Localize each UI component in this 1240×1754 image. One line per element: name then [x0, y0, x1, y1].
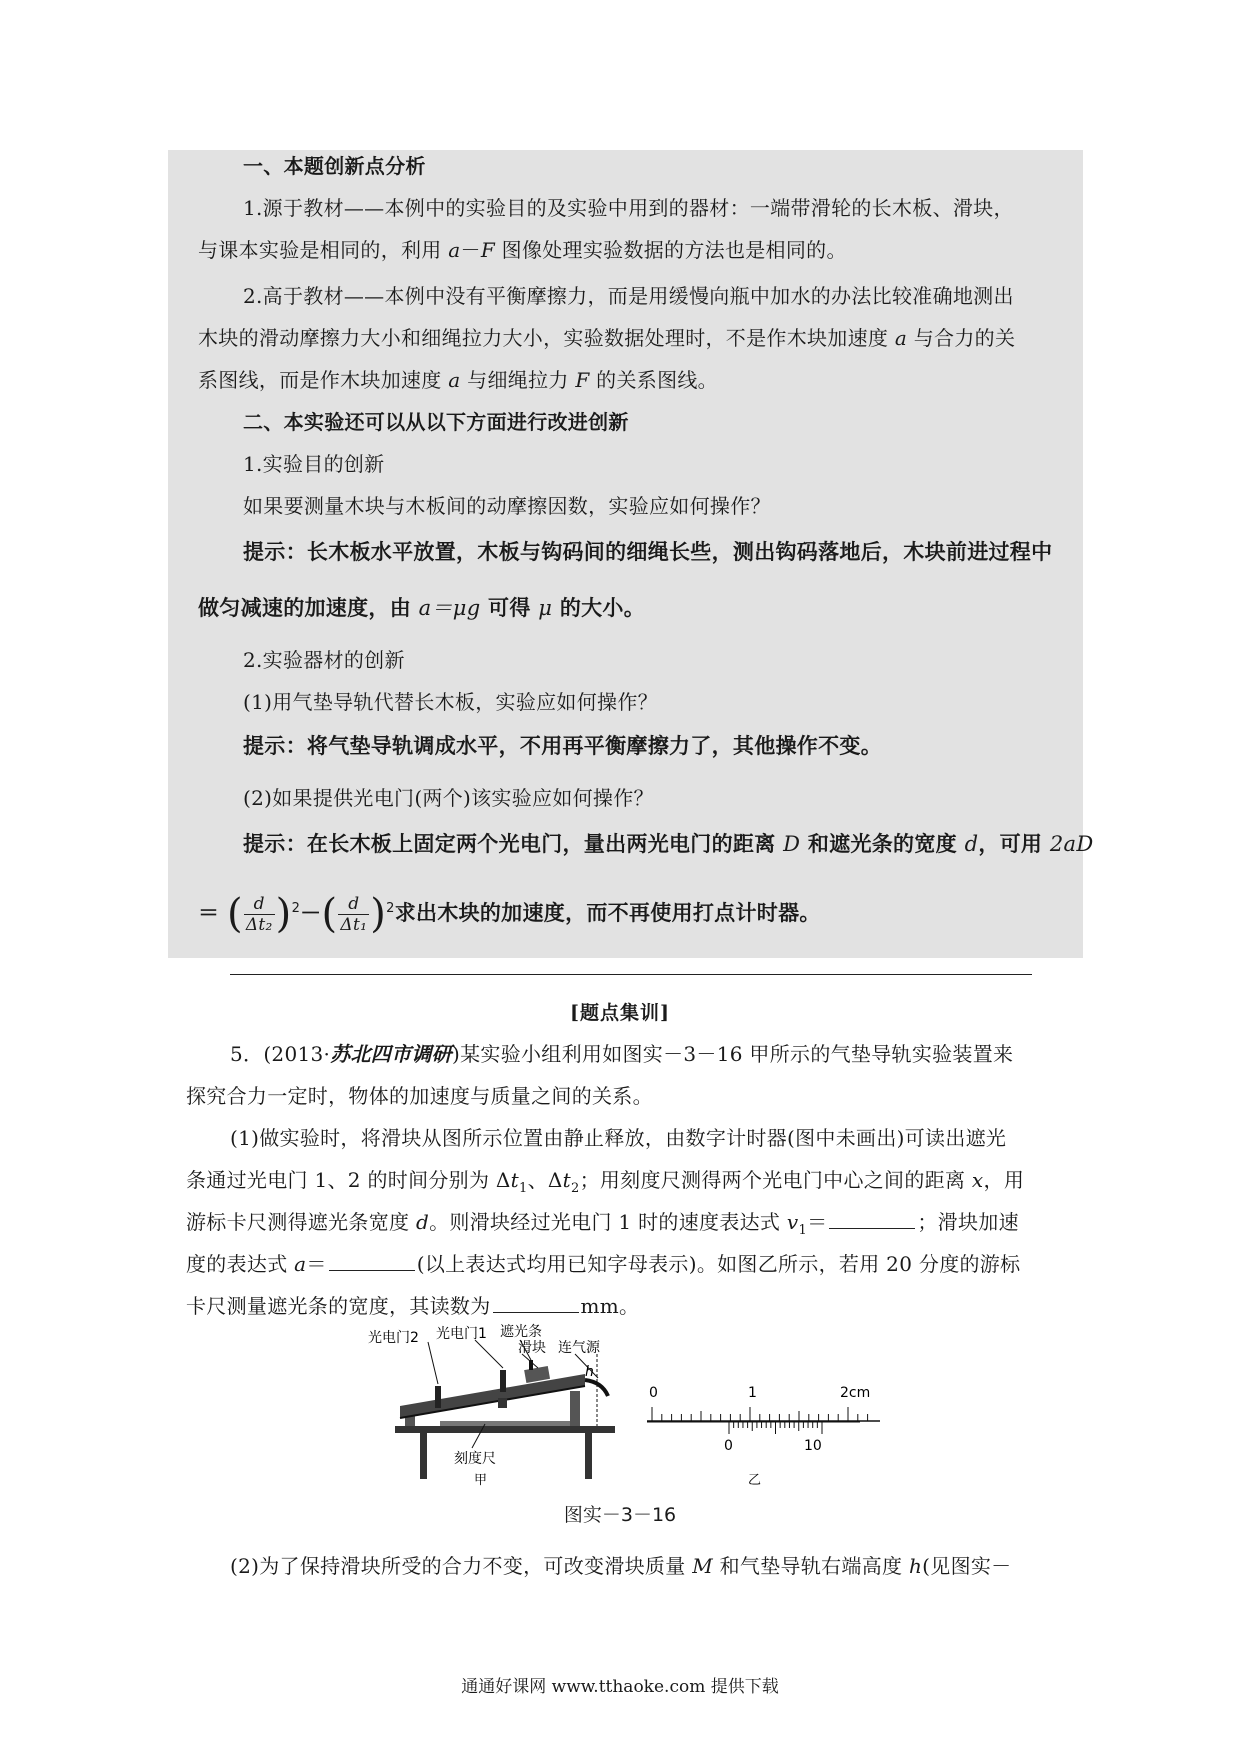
paragraph-1-line-1: 1.源于教材——本例中的实验目的及实验中用到的器材：一端带滑轮的长木板、滑块，	[243, 196, 1014, 220]
hint-3-formula-line: ＝ ( $\frac{d}{\text{Δt₂}}$ )$^2$－( $\frac{d}{\text{Δt₁}}$ )$^2$求出木块的加速度，而不再使用打点计时器。	[198, 891, 821, 937]
label-gate2: 光电门2	[368, 1330, 419, 1346]
problem-line-5: 游标卡尺测得遮光条宽度 d。则滑块经过光电门 1 时的速度表达式 $v_1=$ ；滑块加速	[186, 1210, 1019, 1238]
fraction-d-dt1: $\frac{d}{\text{Δt₁}}$	[340, 893, 368, 935]
vernier-label-0: 0	[724, 1438, 733, 1454]
question-1: 如果要测量木块与木板间的动摩擦因数，实验应如何操作？	[243, 494, 771, 518]
table-leg-left	[420, 1433, 427, 1479]
subheading-purpose: 1.实验目的创新	[243, 452, 385, 476]
pointer-gate2	[428, 1342, 438, 1384]
hint-1-line-2: 做匀减速的加速度，由 a＝μg 可得 μ 的大小。	[198, 596, 646, 620]
answer-blank-reading[interactable]	[493, 1294, 579, 1313]
hint-2: 提示：将气垫导轨调成水平，不用再平衡摩擦力了，其他操作不变。	[243, 734, 882, 758]
table-leg-right	[585, 1433, 592, 1479]
label-yi: 乙	[748, 1473, 762, 1488]
heading-innovation-analysis: 一、本题创新点分析	[243, 154, 426, 178]
heading-improvement: 二、本实验还可以从以下方面进行改进创新	[243, 410, 629, 434]
table-top	[395, 1426, 615, 1433]
paragraph-2-line-3: 系图线，而是作木块加速度 a 与细绳拉力 F 的关系图线。	[198, 368, 718, 392]
divider-line	[230, 974, 1032, 975]
question-3: (2)如果提供光电门(两个)该实验应如何操作？	[243, 786, 654, 810]
problem-line-7: 卡尺测量遮光条的宽度，其读数为 mm。	[186, 1294, 640, 1318]
problem-line-2: 探究合力一定时，物体的加速度与质量之间的关系。	[186, 1084, 653, 1108]
section-label: [题点集训]	[570, 1002, 670, 1024]
photogate-1-base	[498, 1398, 507, 1408]
label-h: h	[585, 1364, 594, 1380]
air-hose	[585, 1380, 608, 1396]
answer-blank-v1[interactable]	[829, 1210, 915, 1229]
pointer-gate1	[475, 1340, 503, 1368]
main-scale-label-2: 2cm	[840, 1385, 871, 1401]
label-ruler: 刻度尺	[454, 1451, 496, 1467]
answer-blank-a[interactable]	[329, 1252, 415, 1271]
hint-1-line-1: 提示：长木板水平放置，木板与钩码间的细绳长些，测出钩码落地后，木块前进过程中	[243, 540, 1053, 564]
main-scale-label-1: 1	[748, 1385, 757, 1401]
problem-line-6: 度的表达式 a＝ (以上表达式均用已知字母表示)。如图乙所示，若用 20 分度的游标	[186, 1252, 1021, 1276]
paragraph-1-line-2: 与课本实验是相同的，利用 a－F 图像处理实验数据的方法也是相同的。	[198, 238, 847, 262]
subheading-equipment: 2.实验器材的创新	[243, 648, 405, 672]
label-slider: 滑块	[518, 1340, 546, 1356]
inclined-track	[400, 1374, 585, 1418]
main-scale-label-0: 0	[649, 1385, 658, 1401]
air-track-apparatus	[368, 1323, 615, 1488]
question-2: (1)用气垫导轨代替长木板，实验应如何操作？	[243, 690, 658, 714]
slider-block	[524, 1366, 550, 1383]
scale-ruler	[440, 1421, 570, 1426]
figure-caption: 图实－3－16	[563, 1504, 677, 1526]
vernier-caliper-scale	[647, 1385, 880, 1488]
problem-line-4: 条通过光电门 1、2 的时间分别为 $\Delta t_1$、$\Delta t_2$；用刻度尺测得两个光电门中心之间的距离 x，用	[186, 1168, 1025, 1196]
problem-line-8: (2)为了保持滑块所受的合力不变，可改变滑块质量 M 和气垫导轨右端高度 h(见图实－	[230, 1554, 1012, 1578]
paragraph-2-line-2: 木块的滑动摩擦力大小和细绳拉力大小，实验数据处理时，不是作木块加速度 a 与合力的关	[198, 326, 1016, 350]
footer-watermark: 通通好课网 www.tthaoke.com 提供下载	[461, 1677, 779, 1697]
track-support-right	[570, 1391, 580, 1426]
vernier-label-10: 10	[804, 1438, 822, 1454]
main-scale-ticks	[652, 1407, 868, 1421]
problem-line-1: 5．(2013·苏北四市调研)某实验小组利用如图实－3－16 甲所示的气垫导轨实验装置来	[230, 1042, 1014, 1066]
label-shade: 遮光条	[500, 1324, 542, 1340]
paragraph-2-line-1: 2.高于教材——本例中没有平衡摩擦力，而是用缓慢向瓶中加水的办法比较准确地测出	[243, 284, 1014, 308]
vernier-scale-ticks	[729, 1422, 822, 1434]
label-air: 连气源	[558, 1340, 600, 1356]
photogate-2	[435, 1386, 441, 1408]
problem-line-3: (1)做实验时，将滑块从图所示位置由静止释放，由数字计时器(图中未画出)可读出遮光	[230, 1126, 1007, 1150]
fraction-d-dt2: $\frac{d}{\text{Δt₂}}$	[245, 893, 273, 935]
label-gate1: 光电门1	[436, 1326, 487, 1342]
figure-air-track-and-caliper	[368, 1324, 900, 1494]
hint-3-line-1: 提示：在长木板上固定两个光电门，量出两光电门的距离 D 和遮光条的宽度 d，可用 2aD	[243, 832, 1094, 856]
label-jia: 甲	[474, 1473, 488, 1488]
photogate-1	[500, 1370, 506, 1392]
